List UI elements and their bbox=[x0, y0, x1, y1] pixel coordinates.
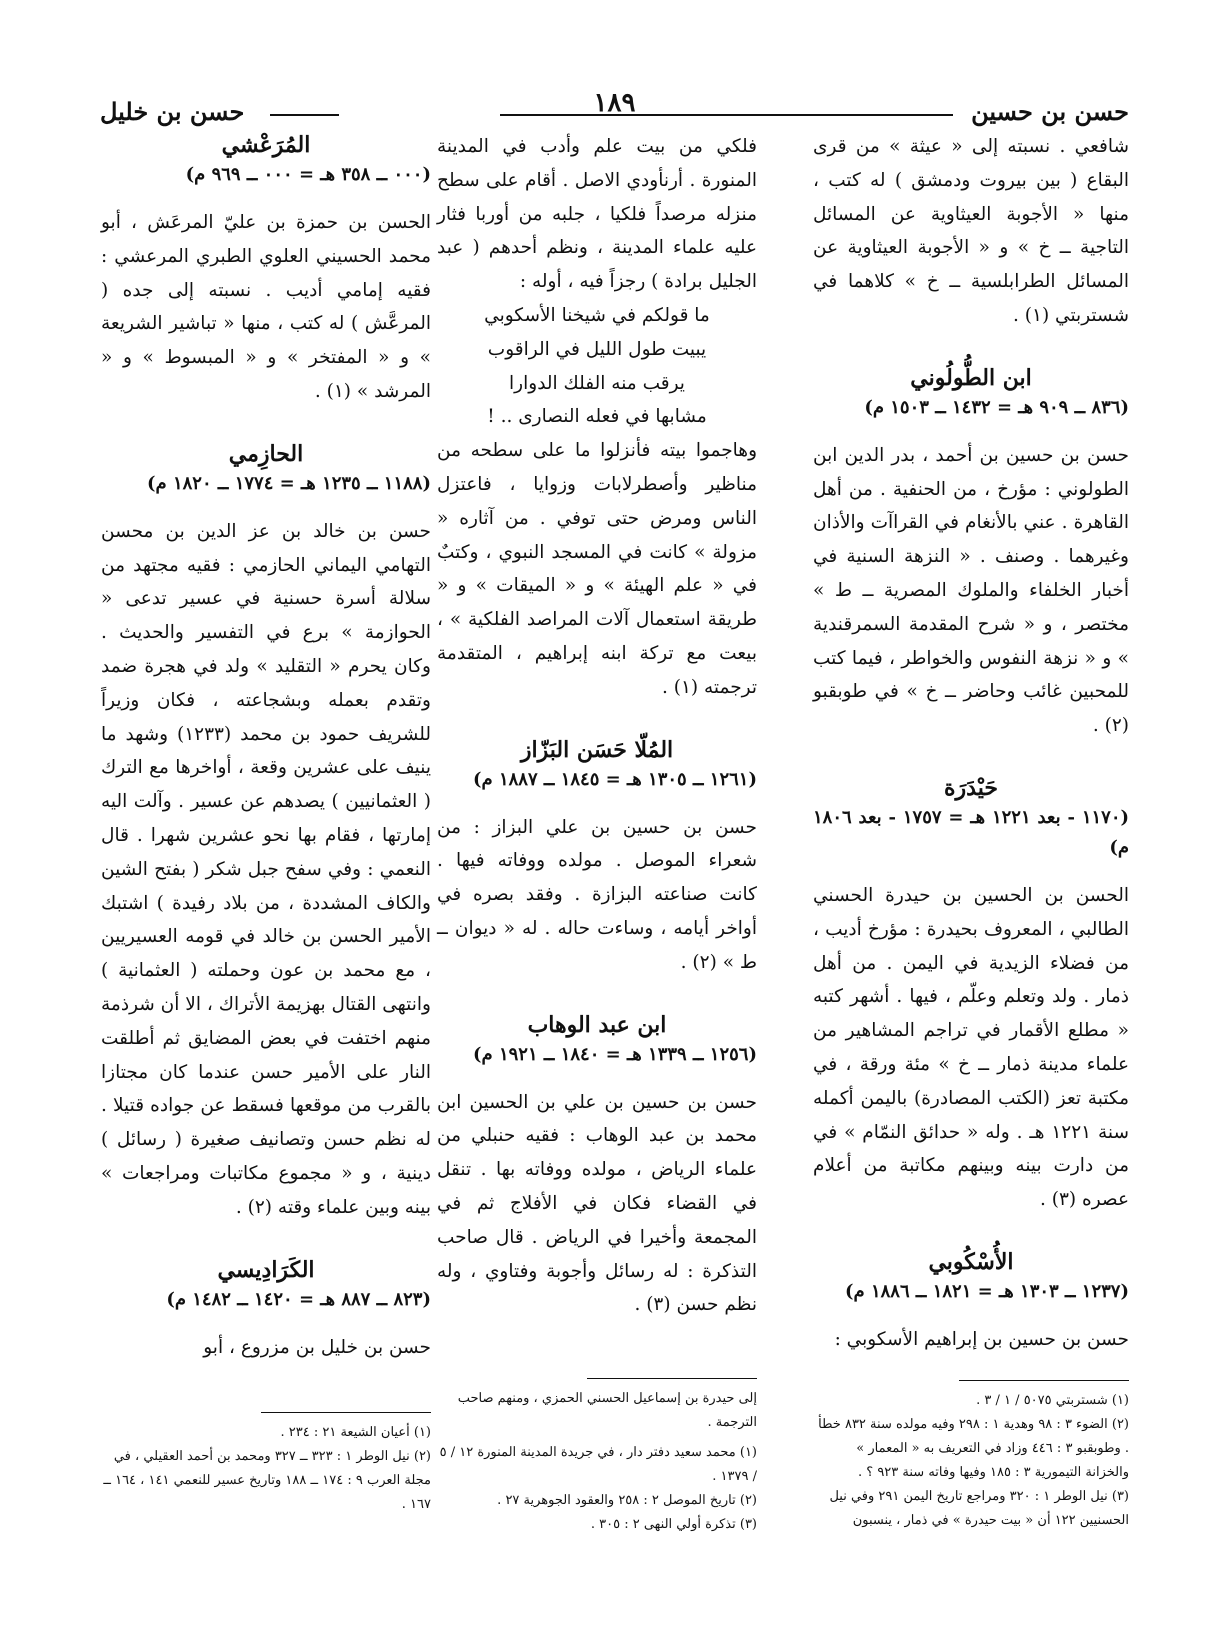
poem-line: مشابها في فعله النصارى .. ! bbox=[487, 406, 707, 428]
column-right bbox=[813, 130, 1129, 1387]
entry-ibn-abd-al-wahhab bbox=[437, 1010, 757, 1323]
entry-body: حسن بن حسين بن أحمد ، بدر الدين ابن الطولوني : مؤرخ ، من الحنفية . من أهل القاهرة . عني بالأنغام في القراآت والأذان وغيرهما . وصنف . « النزهة السنية في أخبار الخلفاء والملوك المصرية ــ ط » مختصر ، و « شرح المقدمة السمرقندية » و « نزهة النفوس والخواطر ، فيما كتب للمحبين غائب وحاضر ــ خ » في طوبقبو (٢) . bbox=[813, 444, 1129, 737]
entry-ibn-al-tuluni bbox=[813, 363, 1129, 743]
entry-body: حسن بن حسين بن علي البزاز : من شعراء الموصل . مولده ووفاته فيها . كانت صناعته البزازة . وفقد بصره في أواخر أيامه ، وساءت حاله . له « ديوان ــ ط » (٢) . bbox=[437, 816, 757, 973]
entry-dates: (١٢٥٦ ــ ١٣٣٩ هـ = ١٨٤٠ ــ ١٩٢١ م) bbox=[473, 1043, 757, 1065]
column-left bbox=[101, 130, 431, 1394]
column-middle bbox=[437, 130, 757, 1352]
entry-dates: (٠٠٠ ــ ٣٥٨ هـ = ٠٠٠ ــ ٩٦٩ م) bbox=[185, 164, 431, 185]
entry-body: الحسن بن الحسين بن حيدرة الحسني الطالبي ، المعروف بحيدرة : مؤرخ أديب ، من فضلاء الزيدية في اليمن . من أهل ذمار . ولد وتعلم وعلّم ، فيها . أشهر كتبه « مطلع الأقمار في تراجم المشاهير من علماء مدينة ذمار ــ خ » مئة ورقة ، في مكتبة تعز (الكتب المصادرة) باليمن أكمله سنة ١٢٢١ هـ . وله « حدائق النمّام » في من دارت بينه وبينهم مكاتبة من أعلام عصره (٣) . bbox=[813, 884, 1129, 1211]
footnotes-middle bbox=[437, 1378, 757, 1537]
footnote: (١) محمد سعيد دفتر دار ، في جريدة المدينة المنورة ١٢ / ٥ / ١٣٧٩ . bbox=[439, 1445, 757, 1484]
entry-continuation bbox=[813, 130, 1129, 333]
poem-line: يبيت طول الليل في الراقوب bbox=[487, 338, 707, 360]
footnotes-right bbox=[813, 1380, 1129, 1533]
entry-al-bazzaz bbox=[437, 735, 757, 980]
entry-dates: (١١٧٠ - بعد ١٢٢١ هـ = ١٧٥٧ - بعد ١٨٠٦ م) bbox=[813, 806, 1130, 858]
entry-title: حَيْدَرَة bbox=[944, 774, 998, 801]
entry-body: حسن بن خليل بن مزروع ، أبو bbox=[203, 1336, 431, 1358]
entry-body: شافعي . نسبته إلى « عيثة » من قرى البقاع ( بين بيروت ودمشق ) له كتب ، منها « الأجوبة العيثاوية عن المسائل التاجية ــ خ » و « الأجوبة العيثاوية عن المسائل الطرابلسية ــ خ » كلاهما في شستربتي (١) . bbox=[813, 136, 1129, 326]
entry-body: فلكي من بيت علم وأدب في المدينة المنورة . أرنأودي الاصل . أقام على سطح منزله مرصداً فلكيا ، جلبه من أوربا فثار عليه علماء المدينة ، ونظم أحدهم ( عبد الجليل برادة ) رجزاً فيه ، أوله : bbox=[437, 136, 757, 293]
footnote-continuation: إلى حيدرة بن إسماعيل الحسني الحمزي ، ومنهم صاحب الترجمة . bbox=[457, 1391, 757, 1430]
entry-dates: (١٢٦١ ــ ١٣٠٥ هـ = ١٨٤٥ ــ ١٨٨٧ م) bbox=[473, 768, 757, 790]
entry-dates: (٨٢٣ ــ ٨٨٧ هـ = ١٤٢٠ ــ ١٤٨٢ م) bbox=[166, 1288, 431, 1310]
entry-haydara bbox=[813, 773, 1129, 1217]
header-left-title: حسن بن خليل bbox=[100, 97, 245, 126]
entry-al-uskubi bbox=[813, 1247, 1129, 1357]
footnote-rule bbox=[261, 1412, 431, 1413]
entry-title: المُرَعْشي bbox=[221, 132, 311, 158]
footnote-rule bbox=[959, 1380, 1129, 1381]
page-number: ١٨٩ bbox=[593, 88, 636, 118]
footnote: (٢) تاريخ الموصل ٢ : ٢٥٨ والعقود الجوهرية ٢٧ . bbox=[497, 1493, 757, 1508]
entry-body: حسن بن حسين بن علي بن الحسين ابن محمد بن عبد الوهاب : فقيه حنبلي من علماء الرياض ، مولده ووفاته بها . تنقل في القضاء فكان في الأفلاج ثم في المجمعة وأخيرا في الرياض . قال صاحب التذكرة : له رسائل وأجوبة وفتاوي ، وله نظم حسن (٣) . bbox=[437, 1091, 757, 1316]
entry-body: حسن بن خالد بن عز الدين بن محسن التهامي اليماني الحازمي : فقيه مجتهد من سلالة أسرة حسنية في عسير تدعى « الحوازمة » برع في التفسير والحديث . وكان يحرم « التقليد » ولد في هجرة ضمد وتقدم بعمله وبشجاعته ، فكان وزيراً للشريف حمود بن محمد (١٢٣٣) وشهد ما ينيف على عشرين وقعة ، أواخرها مع الترك ( العثمانيين ) يصدهم عن عسير . وآلت اليه إمارتها ، فقام بها نحو عشرين شهرا . قال النعمي : وفي سفح جبل شكر ( بفتح الشين والكاف المشددة ، من بلاد رفيدة ) اشتبك الأمير الحسن بن خالد في قومه العسيريين ، مع محمد بن عون وحملته ( العثمانية ) وانتهى القتال بهزيمة الأتراك ، الا أن شرذمة منهم اختفت في بعض المضايق ثم أطلقت النار على الأمير حسن عندما كان مجتازا بالقرب من موقعها فسقط عن جواده قتيلا . له نظم حسن وتصانيف صغيرة ( رسائل ) دينية ، و « مجموع مكاتبات ومراجعات » بينه وبين علماء وقته (٢) . bbox=[101, 520, 431, 1218]
entry-title: المُلّا حَسَن البَزّاز bbox=[520, 736, 674, 763]
footnote: (١) شستربتي ٥٠٧٥ / ١ / ٣ . bbox=[976, 1393, 1129, 1408]
entry-body: حسن بن حسين بن إبراهيم الأسكوبي : bbox=[834, 1328, 1129, 1350]
entry-al-marashi bbox=[101, 130, 431, 409]
footnote: (١) أعيان الشيعة ٢١ : ٢٣٤ . bbox=[280, 1425, 431, 1440]
poem-line: ما قولكم في شيخنا الأسكوبي bbox=[484, 304, 710, 326]
footnote: (٢) نيل الوطر ١ : ٣٢٣ ــ ٣٢٧ ومحمد بن أحمد العقيلي ، في مجلة العرب ٩ : ١٧٤ ــ ١٨٨ وتاريخ عسير للنعمي ١٤١ ، ١٦٤ ــ ١٦٧ . bbox=[103, 1449, 431, 1512]
entry-al-hazimi bbox=[101, 439, 431, 1225]
entry-al-karadisi bbox=[101, 1255, 431, 1365]
entry-dates: (٨٣٦ ــ ٩٠٩ هـ = ١٤٣٢ ــ ١٥٠٣ م) bbox=[864, 396, 1129, 418]
header-right-title: حسن بن حسين bbox=[971, 97, 1129, 126]
entry-title: الحازِمي bbox=[228, 440, 304, 467]
footnotes-left bbox=[101, 1412, 431, 1517]
footnote-rule bbox=[587, 1378, 757, 1379]
footnote: (٣) تذكرة أولي النهى ٢ : ٣٠٥ . bbox=[590, 1517, 757, 1532]
entry-title: ابن الطُّولُوني bbox=[910, 364, 1032, 391]
page-header bbox=[100, 74, 1129, 126]
entry-title: ابن عبد الوهاب bbox=[527, 1011, 667, 1038]
footnote: (٢) الضوء ٣ : ٩٨ وهدية ١ : ٢٩٨ وفيه مولده سنة ٨٣٢ خطأ . وطوبقبو ٣ : ٤٤٦ وزاد في التعريف به « المعمار » والخزانة التيمورية ٣ : ١٨٥ وفيها وفاته سنة ٩٢٣ ؟ . bbox=[818, 1417, 1129, 1480]
entry-dates: (١١٨٨ ــ ١٢٣٥ هـ = ١٧٧٤ ــ ١٨٢٠ م) bbox=[147, 472, 431, 494]
entry-al-uskubi-continuation bbox=[437, 130, 757, 705]
entry-title: الكَرَادِيسي bbox=[217, 1256, 315, 1283]
entry-dates: (١٢٣٧ ــ ١٣٠٣ هـ = ١٨٢١ ــ ١٨٨٦ م) bbox=[845, 1280, 1129, 1302]
poem-line: يرقب منه الفلك الدوارا bbox=[509, 372, 685, 394]
entry-body: الحسن بن حمزة بن عليّ المرعَش ، أبو محمد الحسيني العلوي الطبري المرعشي : فقيه إمامي أديب . نسبته إلى جده ( المرعَّش ) له كتب ، منها « تباشير الشريعة » و « المفتخر » و « المبسوط » و « المرشد » (١) . bbox=[101, 212, 431, 402]
entry-body: وهاجموا بيته فأنزلوا ما على سطحه من مناظير وأصطرلابات وزوايا ، فاعتزل الناس ومرض حتى توفي . من آثاره « مزولة » كانت في المسجد النبوي ، وكتبٌ في « علم الهيئة » و « الميقات » و « طريقة استعمال آلات المراصد الفلكية » ، بيعت مع تركة ابنه إبراهيم ، المتقدمة ترجمته (١) . bbox=[437, 440, 757, 698]
footnote: (٣) نيل الوطر ١ : ٣٢٠ ومراجع تاريخ اليمن ٢٩١ وفي نيل الحسنيين ١٢٢ أن « بيت حيدرة » في ذمار ، ينسبون bbox=[829, 1489, 1129, 1528]
entry-title: الأُسْكُوبي bbox=[928, 1248, 1014, 1275]
